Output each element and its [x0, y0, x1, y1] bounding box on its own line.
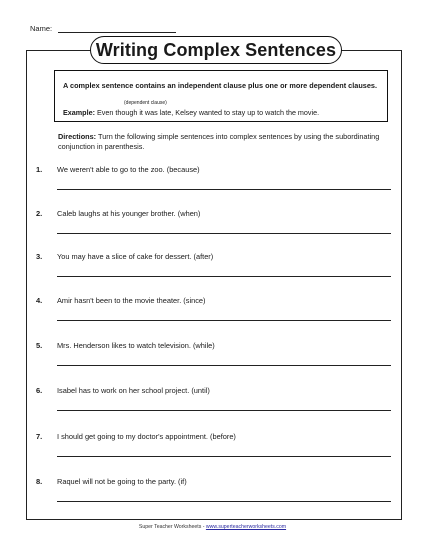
example-label: Example:	[63, 108, 95, 117]
answer-line[interactable]	[57, 189, 391, 190]
question-text: Raquel will not be going to the party. (if)	[57, 477, 187, 486]
question-number: 7.	[36, 432, 43, 441]
answer-line[interactable]	[57, 320, 391, 321]
question-number: 5.	[36, 341, 43, 350]
footer-separator: -	[201, 524, 206, 530]
question-text: I should get going to my doctor's appointment. (before)	[57, 432, 236, 441]
dependent-clause-label: (dependent clause)	[124, 100, 167, 106]
question-text: You may have a slice of cake for dessert. (after)	[57, 252, 214, 261]
answer-line[interactable]	[57, 365, 391, 366]
answer-line[interactable]	[57, 233, 391, 234]
footer-url-link[interactable]: www.superteacherworksheets.com	[205, 524, 287, 530]
definition-box	[54, 70, 388, 122]
question-text: Amir hasn't been to the movie theater. (since)	[57, 296, 206, 305]
answer-line[interactable]	[57, 410, 391, 411]
footer	[0, 524, 425, 530]
question-text: We weren't able to go to the zoo. (because)	[57, 165, 200, 174]
definition-text: A complex sentence contains an independent clause plus one or more dependent clauses.	[63, 81, 377, 90]
answer-line[interactable]	[57, 276, 391, 277]
question-text: Caleb laughs at his younger brother. (when)	[57, 209, 201, 218]
directions-label: Directions:	[58, 132, 97, 141]
directions	[58, 132, 394, 152]
name-field	[30, 24, 176, 33]
directions-text: Turn the following simple sentences into complex sentences by using the subordinating conjunction in parenthesis.	[58, 132, 380, 151]
question-number: 2.	[36, 209, 43, 218]
question-number: 6.	[36, 386, 43, 395]
example-text: Even though it was late, Kelsey wanted to stay up to watch the movie.	[94, 108, 320, 117]
page-title: Writing Complex Sentences	[95, 39, 337, 60]
question-text: Isabel has to work on her school project. (until)	[57, 386, 210, 395]
question-number: 4.	[36, 296, 43, 305]
answer-line[interactable]	[57, 456, 391, 457]
example-sentence	[63, 108, 319, 117]
question-number: 3.	[36, 252, 43, 261]
footer-brand: Super Teacher Worksheets	[138, 524, 202, 530]
question-text: Mrs. Henderson likes to watch television. (while)	[57, 341, 215, 350]
answer-line[interactable]	[57, 501, 391, 502]
name-label: Name:	[30, 24, 53, 33]
title-banner	[90, 36, 342, 64]
question-number: 1.	[36, 165, 43, 174]
name-line[interactable]	[58, 24, 176, 33]
question-number: 8.	[36, 477, 43, 486]
